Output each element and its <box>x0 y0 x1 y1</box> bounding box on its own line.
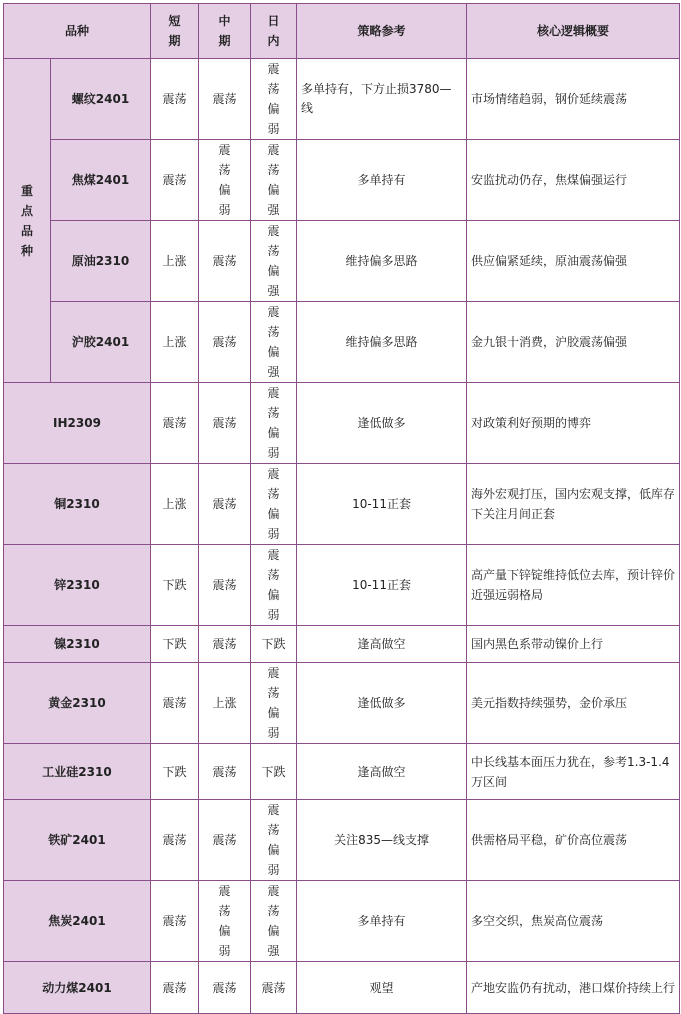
mid-term-cell: 震荡 <box>199 962 251 1014</box>
intraday-cell: 震荡偏强 <box>251 140 297 221</box>
short-term-cell: 震荡 <box>151 59 199 140</box>
short-term-cell: 震荡 <box>151 383 199 464</box>
table-row <box>4 881 680 962</box>
strategy-cell: 逢高做空 <box>297 626 467 663</box>
header-short-term: 短期 <box>151 4 199 59</box>
mid-term-cell: 震荡 <box>199 744 251 800</box>
mid-term-cell: 上涨 <box>199 663 251 744</box>
short-term-cell: 震荡 <box>151 140 199 221</box>
logic-cell: 对政策利好预期的博弈 <box>467 383 680 464</box>
short-term-cell: 震荡 <box>151 962 199 1014</box>
table-row <box>4 962 680 1014</box>
short-term-cell: 下跌 <box>151 744 199 800</box>
strategy-cell: 10-11正套 <box>297 464 467 545</box>
logic-cell: 供应偏紧延续，原油震荡偏强 <box>467 221 680 302</box>
mid-term-cell: 震荡 <box>199 800 251 881</box>
short-term-cell: 震荡 <box>151 663 199 744</box>
intraday-cell: 震荡偏弱 <box>251 800 297 881</box>
table-row <box>4 302 680 383</box>
table-row <box>4 464 680 545</box>
table-row <box>4 221 680 302</box>
variety-name: 原油2310 <box>51 221 151 302</box>
strategy-cell: 观望 <box>297 962 467 1014</box>
variety-name: 工业硅2310 <box>4 744 151 800</box>
table-row <box>4 383 680 464</box>
short-term-cell: 震荡 <box>151 881 199 962</box>
strategy-cell: 关注835—线支撑 <box>297 800 467 881</box>
logic-cell: 高产量下锌锭维持低位去库，预计锌价近强远弱格局 <box>467 545 680 626</box>
mid-term-cell: 震荡偏弱 <box>199 881 251 962</box>
short-term-cell: 上涨 <box>151 464 199 545</box>
variety-name: 铜2310 <box>4 464 151 545</box>
short-term-cell: 下跌 <box>151 545 199 626</box>
logic-cell: 市场情绪趋弱，钢价延续震荡 <box>467 59 680 140</box>
mid-term-cell: 震荡 <box>199 464 251 545</box>
intraday-cell: 震荡偏弱 <box>251 383 297 464</box>
table-row <box>4 59 680 140</box>
variety-name: 动力煤2401 <box>4 962 151 1014</box>
logic-cell: 安监扰动仍存，焦煤偏强运行 <box>467 140 680 221</box>
strategy-cell: 10-11正套 <box>297 545 467 626</box>
key-varieties-group-label: 重点品种 <box>4 59 51 383</box>
mid-term-cell: 震荡 <box>199 59 251 140</box>
variety-name: 沪胶2401 <box>51 302 151 383</box>
mid-term-cell: 震荡 <box>199 302 251 383</box>
intraday-cell: 下跌 <box>251 744 297 800</box>
strategy-cell: 逢高做空 <box>297 744 467 800</box>
short-term-cell: 上涨 <box>151 221 199 302</box>
header-variety: 品种 <box>4 4 151 59</box>
variety-name: 焦炭2401 <box>4 881 151 962</box>
mid-term-cell: 震荡 <box>199 545 251 626</box>
variety-name: 螺纹2401 <box>51 59 151 140</box>
strategy-cell: 维持偏多思路 <box>297 221 467 302</box>
logic-cell: 多空交织，焦炭高位震荡 <box>467 881 680 962</box>
intraday-cell: 震荡 <box>251 962 297 1014</box>
intraday-cell: 震荡偏弱 <box>251 545 297 626</box>
strategy-cell: 多单持有，下方止损3780—线 <box>297 59 467 140</box>
logic-cell: 产地安监仍有扰动，港口煤价持续上行 <box>467 962 680 1014</box>
variety-name: 焦煤2401 <box>51 140 151 221</box>
variety-name: 镍2310 <box>4 626 151 663</box>
intraday-cell: 震荡偏弱 <box>251 464 297 545</box>
variety-name: 锌2310 <box>4 545 151 626</box>
header-strategy: 策略参考 <box>297 4 467 59</box>
intraday-cell: 震荡偏弱 <box>251 59 297 140</box>
strategy-cell: 逢低做多 <box>297 663 467 744</box>
logic-cell: 美元指数持续强势，金价承压 <box>467 663 680 744</box>
table-row <box>4 663 680 744</box>
intraday-cell: 震荡偏弱 <box>251 663 297 744</box>
logic-cell: 金九银十消费，沪胶震荡偏强 <box>467 302 680 383</box>
header-row <box>4 4 680 59</box>
logic-cell: 海外宏观打压，国内宏观支撑，低库存下关注月间正套 <box>467 464 680 545</box>
variety-name: 黄金2310 <box>4 663 151 744</box>
intraday-cell: 震荡偏强 <box>251 221 297 302</box>
strategy-cell: 维持偏多思路 <box>297 302 467 383</box>
header-core-logic: 核心逻辑概要 <box>467 4 680 59</box>
strategy-cell: 多单持有 <box>297 881 467 962</box>
intraday-cell: 震荡偏强 <box>251 881 297 962</box>
short-term-cell: 震荡 <box>151 800 199 881</box>
variety-name: 铁矿2401 <box>4 800 151 881</box>
logic-cell: 国内黑色系带动镍价上行 <box>467 626 680 663</box>
table-row <box>4 744 680 800</box>
table-row <box>4 800 680 881</box>
strategy-cell: 多单持有 <box>297 140 467 221</box>
mid-term-cell: 震荡 <box>199 221 251 302</box>
logic-cell: 供需格局平稳，矿价高位震荡 <box>467 800 680 881</box>
strategy-cell: 逢低做多 <box>297 383 467 464</box>
short-term-cell: 下跌 <box>151 626 199 663</box>
variety-name: IH2309 <box>4 383 151 464</box>
logic-cell: 中长线基本面压力犹在，参考1.3-1.4万区间 <box>467 744 680 800</box>
mid-term-cell: 震荡 <box>199 383 251 464</box>
header-mid-term: 中期 <box>199 4 251 59</box>
table-row <box>4 545 680 626</box>
table-row <box>4 140 680 221</box>
header-intraday: 日内 <box>251 4 297 59</box>
intraday-cell: 震荡偏强 <box>251 302 297 383</box>
intraday-cell: 下跌 <box>251 626 297 663</box>
table-row <box>4 626 680 663</box>
short-term-cell: 上涨 <box>151 302 199 383</box>
strategy-table <box>3 3 680 1014</box>
mid-term-cell: 震荡偏弱 <box>199 140 251 221</box>
mid-term-cell: 震荡 <box>199 626 251 663</box>
